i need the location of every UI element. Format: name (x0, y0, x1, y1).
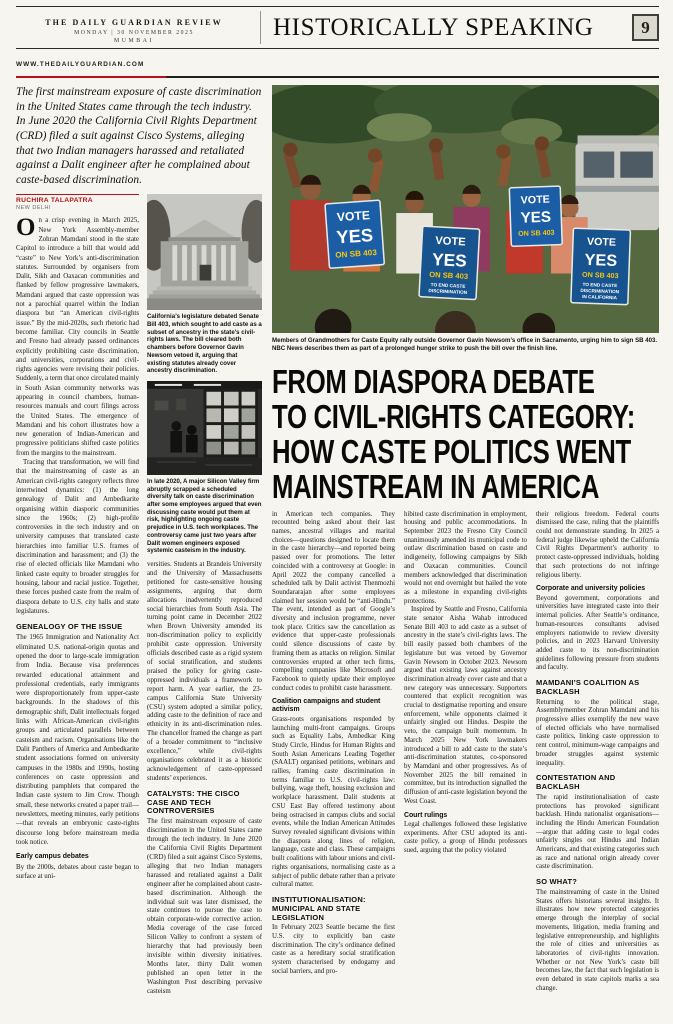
section-heading: Coalition campaigns and student activism (272, 698, 381, 714)
article-paragraph: versities. Students at Brandeis University and the University of Massachusetts petitioned for caste-sensitive housing assignments, arguing that dorm allocations inadvertently reproduced social hierarchies from South Asia. The turning point came in December 2022 when Brown University amended its non-discrimination policy to explicitly prohibit caste oppression. University officials described caste as a rigid system of social stratification, and students praised the policy for giving caste-oppressed individuals a framework to report harm. A year earlier, the 23-campus California State University (CSU) system adopted a similar policy, adding caste to the definition of race and ethnicity in its anti-discrimination rules. The chancellor framed the change as part of a broader commitment to “inclusive excellence,” while civil-rights organisations celebrated it as a historic acknowledgement of caste-oppressed students’ experiences. (147, 561, 262, 782)
article-column-3 (272, 511, 395, 1024)
headline-line: FROM DIASPORA DEBATE (272, 362, 595, 400)
article-paragraph: The 1965 Immigration and Nationality Act eliminated U.S. national-origin quotas and opened the door to large-scale immigration from India. Because visa preferences rewarded educational attainment and professional credentials, early immigrants were disproportionately from upper-caste backgrounds. In the shadows of this demographic shift, Dalit intellectuals forged links with African-American civil-rights groups and articulated parallels between casteism and racism. Organisations like the Dalit Panthers of America and Ambedkarite student associations formed on university campuses in the 1980s and 1990s, hosting conferences on caste oppression and distributing pamphlets that compared the Indian caste system to Jim Crow. Though small, these networks created a paper trail—newsletters, meeting minutes, early petitions—that reveals an embryonic caste-rights discourse long before mainstream media took notice. (16, 634, 139, 846)
article-paragraph: By the 2000s, debates about caste began to surface at uni- (16, 864, 139, 881)
masthead (16, 7, 659, 49)
protest-sign (509, 186, 562, 246)
svg-text:TO END CASTE: TO END CASTE (582, 282, 618, 289)
article-paragraph: Returning to the political stage, Assemblymember Zohran Mamdani and his progressive allies exemplify the new wave of elected officials who have normalised caste politics, linking caste oppression to rent control, minimum-wage campaigns and broader struggles against systemic inequality. (536, 698, 659, 767)
section-title: HISTORICALLY SPEAKING (273, 13, 594, 41)
main-headline (272, 364, 659, 504)
protest-sign (419, 226, 480, 299)
website-row (16, 49, 659, 74)
protest-sign (325, 200, 384, 268)
page-number: 9 (641, 17, 650, 37)
masthead-right (260, 11, 659, 44)
article-paragraph: On a crisp evening in March 2025, New York Assembly-member Zohran Mamdani stood in the state Capitol to introduce a bill that would add “caste” to New York’s anti-discrimination statutes. Surrounded by organisers from Dalit, Sikh and Oaxacan communities and flanked by fellow progressive lawmakers, Mamdani argued that caste oppression was not a parochial quarrel within the Indian diaspora but “an American civil-rights issue.” By the mid-2020s, such rhetoric had become familiar. City councils in Seattle and Fresno had already passed ordinances explicitly prohibiting caste discrimination, and universities, corporations and civil-rights agencies were revising their policies. Suddenly, a term that once circulated mainly in South Asian community networks was appearing in council chambers, human-resources manuals and court filings across the United States. The emergence of Mamdani and his cohort illustrates how a new generation of Indian-American and progressive politicians shifted caste politics from the margins to the mainstream. (16, 214, 139, 457)
website-url: WWW.THEDAILYGUARDIAN.COM (16, 61, 145, 68)
section-heading: MAMDANI’S COALITION AS BACKLASH (536, 678, 640, 696)
article-paragraph: Beyond government, corporations and universities have integrated caste into their internal policies. After Seattle’s ordinance, human-resources consultants advised employers nationwide to review diversity policies, and in 2023 Harvard University added caste to its non-discrimination guidelines following pressure from students and faculty. (536, 594, 659, 672)
protest-photo-caption: Members of Grandmothers for Caste Equity rally outside Governor Gavin Newsom’s office in Sacramento, urging him to sign SB 403. NBC News describes them as part of a prolonged hunger strike to push the bill over the finish line. (272, 337, 658, 352)
protest-photo-illustration (272, 85, 659, 333)
city-label: MUMBAI (113, 38, 155, 44)
section-heading: CONTESTATION AND BACKLASH (536, 773, 616, 792)
headline-line: HOW CASTE POLITICS WENT (272, 432, 631, 470)
protest-sign (571, 228, 631, 305)
drop-cap: O (16, 214, 36, 242)
red-black-rule (16, 76, 659, 78)
svg-text:VOTE: VOTE (336, 208, 371, 225)
headline-line: TO CIVIL-RIGHTS CATEGORY: (272, 397, 636, 435)
article-paragraph: Legal challenges followed these legislative experiments. After CSU adopted its anti-caste policy, a group of Hindu professors sued, arguing that the policy violated (404, 821, 527, 855)
section-heading: Court rulings (404, 811, 448, 819)
article-paragraph: The first mainstream exposure of caste discrimination in the United States came through the tech industry. In June 2020 the California Civil Rights Department (CRD) filed a suit against Cisco Systems, alleging that two Indian managers harassed and retaliated against a Dalit engineer after he complained about caste-based discrimination. Although the individual suit was later dismissed, the state continues to pursue the case to obtain corporate-wide corrective action. Media coverage of the case forced Silicon Valley to confront a system of hierarchy that had previously been invisible within diversity initiatives. Months later, thirty Dalit women published an open letter in the Washington Post describing pervasive casteism (147, 818, 262, 995)
protest-photo (272, 85, 659, 333)
article-paragraph: Inspired by Seattle and Fresno, California state senator Aisha Wahab introduced Senate Bill 403 to add caste as a subset of ancestry in the state’s civil-rights laws. The bill easily passed both chambers of the legislature but was vetoed by Governor Gavin Newsom in October 2023. Newsom argued that existing laws against ancestry discrimination already cover caste and that a new category was unnecessary. Supporters countered that explicit recognition was crucial to destigmatise reporting and ensure enforcement, while opponents claimed it unfairly singled out Hindus. Despite the veto, the campaign built momentum. In March 2025 New York lawmakers introduced a bill to add caste to the state’s anti-discrimination statutes, co-sponsored by Mamdani and other progressives. As of November 2025 the bill remained in committee, but its introduction signalled the diffusion of anti-caste legislation beyond the West Coast. (404, 606, 527, 805)
byline-author: RUCHIRA TALAPATRA (16, 197, 93, 205)
section-heading: CATALYSTS: THE CISCO CASE AND TECH CONTROVERSIES (147, 788, 240, 816)
svg-text:DISCRIMINATION: DISCRIMINATION (580, 288, 620, 295)
article-paragraph: in American tech companies. They recounted being asked about their last names, ancestral villages and marital choices—questions designed to locate them in the caste hierarchy—and reported being passed over for promotions. The letter coincided with a controversy at Google: in April 2022 the company cancelled a scheduled talk by Dalit activist Thenmozhi Soundararajan after some employees claimed her session would be “anti-Hindu.” The event, intended as part of Google’s diversity and inclusion programme, never took place. Critics saw the cancellation as evidence that upper-caste professionals could silence discussions of caste by framing them as attacks on religion. Similar controversies erupted at other tech firms, compelling companies like Microsoft and Facebook to quietly update their employee conduct codes to prohibit caste harassment. (272, 510, 395, 692)
section-heading: Corporate and university policies (536, 585, 646, 593)
section-heading: INSTITUTIONALISATION: MUNICIPAL AND STATE LEGISLATION (272, 894, 366, 922)
svg-text:YES: YES (335, 224, 374, 248)
headline-line: MAINSTREAM IN AMERICA (272, 467, 600, 505)
svg-text:VOTE: VOTE (434, 235, 466, 249)
section-heading: Early campus debates (16, 853, 89, 861)
article-paragraph: In February 2023 Seattle became the first U.S. city to explicitly ban caste discrimination. The city’s ordinance defined caste as a hereditary social stratification system characterised by endogamy and social barriers, and pro- (272, 924, 395, 975)
svg-text:ON SB 403: ON SB 403 (428, 270, 469, 282)
svg-text:DISCRIMINATION: DISCRIMINATION (428, 288, 468, 296)
article-paragraph: their religious freedom. Federal courts dismissed the case, ruling that the plaintiffs could not demonstrate standing. In 2025 a federal judge likewise upheld the California Civil Rights Department’s authority to protect caste-oppressed individuals, holding that such protections do not infringe religious liberty. (536, 510, 659, 579)
tech-photo-caption: In late 2020, A major Silicon Valley firm abruptly scrapped a scheduled diversity talk on caste discrimination after some employees argued that even discussing caste would put them at risk, highlighting ongoing caste prejudice in U.S. tech workplaces. The controversy came just two years after Dalit women engineers exposed systemic casteism in the industry. (147, 477, 262, 555)
legislature-photo-caption: California’s legislature debated Senate Bill 403, which sought to add caste as a subset of ancestry in the state’s civil-rights laws. The bill cleared both chambers before Governor Gavin Newsom vetoed it, arguing that existing statutes already cover ancestry discrimination. (147, 313, 262, 375)
page-number-box (632, 14, 659, 41)
svg-text:YES: YES (431, 249, 468, 271)
date-line: MONDAY | 30 NOVEMBER 2025 (74, 30, 194, 36)
article-paragraph: Tracing that transformation, we will find that the mainstreaming of caste as an American civil-rights category reflects three intertwined dynamics: (1) the long genealogy of Dalit and Ambedkarite organising within diasporic communities since the 1960s; (2) high-profile controversies in the tech industry and on university campuses that translated caste hierarchies into familiar U.S. frames of discrimination and harassment; and (3) the rise of elected officials like Mamdani who linked caste equity to broader struggles for housing, labour and racial justice. Together, these forces pushed caste from the realm of diaspora debate to U.S. city halls and state legislatures. (16, 459, 139, 615)
article-intro: The first mainstream exposure of caste discrimination in the United States came through the tech industry. In June 2020 the California Civil Rights Department (CRD) filed a suit against Cisco Systems, alleging that two Indian managers harassed and retaliated against a Dalit engineer after he complained about caste-based discrimination. (16, 86, 262, 186)
section-heading: SO WHAT? (536, 877, 578, 887)
tech-office-photo-illustration (147, 381, 262, 475)
svg-text:ON SB 403: ON SB 403 (581, 271, 619, 281)
svg-text:VOTE: VOTE (520, 193, 550, 207)
article-column-2 (147, 194, 262, 1022)
article-column-5 (536, 511, 659, 1024)
article-paragraph: Grass-roots organisations responded by launching multi-front campaigns. Groups such as Equality Labs, Ambedkar King Study Circle, Hindus for Human Rights and South Asian Americans Leading Together (SAALT) organised petitions, webinars and rallies, framing caste discrimination in terms familiar to U.S. civil-rights law: bullying, wage theft, housing exclusion and workplace harassment. Dalit students at CSU East Bay offered testimony about being ostracised in campus clubs and social events, while the Indian American Attitudes Survey revealed significant divisions within the diaspora along lines of religion, language, caste and class. These campaigns built coalitions with labour unions and civil-rights organisations, normalising caste as a subject of public debate rather than a private cultural matter. (272, 715, 395, 889)
section-heading: GENEALOGY OF THE ISSUE (16, 622, 123, 632)
legislature-photo-illustration (147, 194, 262, 310)
svg-text:VOTE: VOTE (586, 235, 617, 249)
svg-text:YES: YES (520, 208, 552, 227)
svg-text:IN CALIFORNIA: IN CALIFORNIA (582, 294, 618, 301)
article-paragraph: The rapid institutionalisation of caste protections has provoked significant backlash. Hindu nationalist organisations—including the Hindu American Foundation—argue that adding caste to legal codes unfairly singles out Hindus and Indian Americans, and that existing categories such as race and national origin already cover caste discrimination. (536, 793, 659, 871)
left-section (16, 85, 262, 1024)
page-content (16, 85, 659, 1024)
svg-text:ON SB 403: ON SB 403 (334, 248, 378, 260)
byline-location: NEW DELHI (16, 205, 52, 212)
article-column-4 (404, 511, 527, 1024)
article-column-1 (16, 194, 139, 1022)
tech-office-photo (147, 381, 262, 475)
article-paragraph: hibited caste discrimination in employment, housing and public accommodations. In September 2023 the Fresno City Council unanimously amended its municipal code to outlaw discrimination based on caste and indigeneity, following campaigns by Sikh and Oaxacan communities. Council members acknowledged that discrimination would not end overnight but hailed the vote as a milestone in expanding civil-rights protections. (404, 510, 527, 605)
svg-text:YES: YES (584, 251, 618, 271)
article-paragraph: The mainstreaming of caste in the United States offers historians several insights. It illustrates how new protected categories emerge through the interplay of social movements, litigation, media framing and legislative entrepreneurship, and highlights the role of cities and universities as laboratories of civil-rights innovation. Whether or not New York’s caste bill becomes law, the fact that such legislation is even debated in state capitols marks a sea change. (536, 888, 659, 992)
legislature-photo (147, 194, 262, 310)
right-section (272, 85, 659, 1024)
svg-text:ON SB 403: ON SB 403 (518, 228, 555, 239)
byline (16, 194, 139, 211)
svg-text:TO END CASTE: TO END CASTE (430, 282, 466, 290)
paper-name: THE DAILY GUARDIAN REVIEW (45, 18, 223, 27)
masthead-left (16, 11, 252, 44)
